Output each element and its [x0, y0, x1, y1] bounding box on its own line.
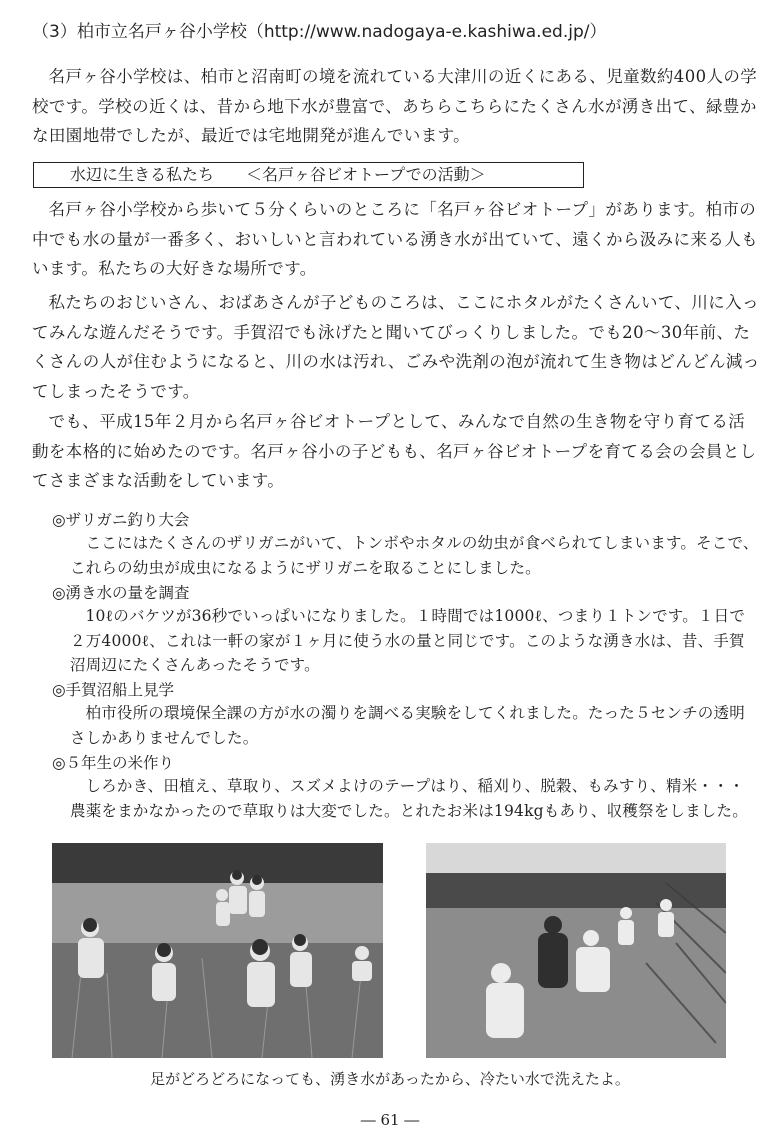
heading-url[interactable]: （http://www.nadogaya-e.kashiwa.ed.jp/）: [246, 22, 607, 42]
activity-body-boat-tour: 柏市役所の環境保全課の方が水の濁りを調べる実験をしてくれました。たった５センチの透明さしかありませんでした。: [70, 704, 745, 747]
photo-harvesting: [426, 843, 726, 1058]
activity-title-boat-tour: ◎手賀沼船上見学: [52, 681, 175, 699]
intro-paragraph: 名戸ヶ谷小学校は、柏市と沼南町の境を流れている大津川の近くにある、児童数約400人の学校です。学校の近くは、昔から地下水が豊富で、あちらこちらにたくさん水が湧き出て、緑豊かな田園地帯でしたが、最近では宅地開発が進んでいます。: [32, 67, 758, 145]
page-number: ― 61 ―: [360, 1111, 420, 1129]
body-paragraph-2: 私たちのおじいさん、おばあさんが子どものころは、ここにホタルがたくさんいて、川に入ってみんな遊んだそうです。手賀沼でも泳げたと聞いてびっくりしました。でも20～30年前、たくさんの人が住むようになると、川の水は汚れ、ごみや洗剤の泡が流れて生き物はどんどん減ってしまったそうです。: [32, 293, 760, 401]
section-heading: [32, 20, 772, 44]
boxed-section-title: 水辺に生きる私たち ＜名戸ヶ谷ビオトープでの活動＞: [33, 162, 584, 188]
activity-body-crayfish: ここにはたくさんのザリガニがいて、トンボやホタルの幼虫が食べられてしまいます。そこで、これらの幼虫が成虫になるようにザリガニを取ることにしました。: [70, 534, 759, 577]
body-paragraph-3: でも、平成15年２月から名戸ヶ谷ビオトープとして、みんなで自然の生き物を守り育てる活動を本格的に始めたのです。名戸ヶ谷小の子どもも、名戸ヶ谷ビオトープを育てる会の会員としてさまざまな活動をしています。: [32, 412, 757, 490]
activity-body-rice: しろかき、田植え、草取り、スズメよけのテープはり、稲刈り、脱穀、もみすり、精米・・・農薬をまかなかったので草取りは大変でした。とれたお米は194kgもあり、収穫祭をしました。: [70, 777, 748, 820]
photo-children-in-field: [52, 843, 383, 1058]
activity-title-rice: ◎５年生の米作り: [52, 754, 175, 772]
activity-title-crayfish: ◎ザリガニ釣り大会: [52, 511, 190, 529]
heading-number: （3）: [32, 22, 77, 42]
photo-children-image: [52, 843, 383, 1058]
activity-title-spring-water: ◎湧き水の量を調査: [52, 584, 190, 602]
body-paragraph-1: 名戸ヶ谷小学校から歩いて５分くらいのところに「名戸ヶ谷ビオトープ」があります。柏市の中でも水の量が一番多く、おいしいと言われている湧き水が出ていて、遠くから汲みに来る人もいます。私たちの大好きな場所です。: [32, 200, 759, 278]
photo-harvesting-image: [426, 843, 726, 1058]
heading-school-name: 柏市立名戸ヶ谷小学校: [76, 22, 247, 42]
photo-caption: 足がどろどろになっても、湧き水があったから、冷たい水で洗えたよ。: [150, 1070, 630, 1088]
activity-body-spring-water: 10ℓのバケツが36秒でいっぱいになりました。１時間では1000ℓ、つまり１トンです。１日で２万4000ℓ、これは一軒の家が１ヶ月に使う水の量と同じです。このような湧き水は、昔、手賀沼周辺にたくさんあったそうです。: [70, 607, 746, 674]
